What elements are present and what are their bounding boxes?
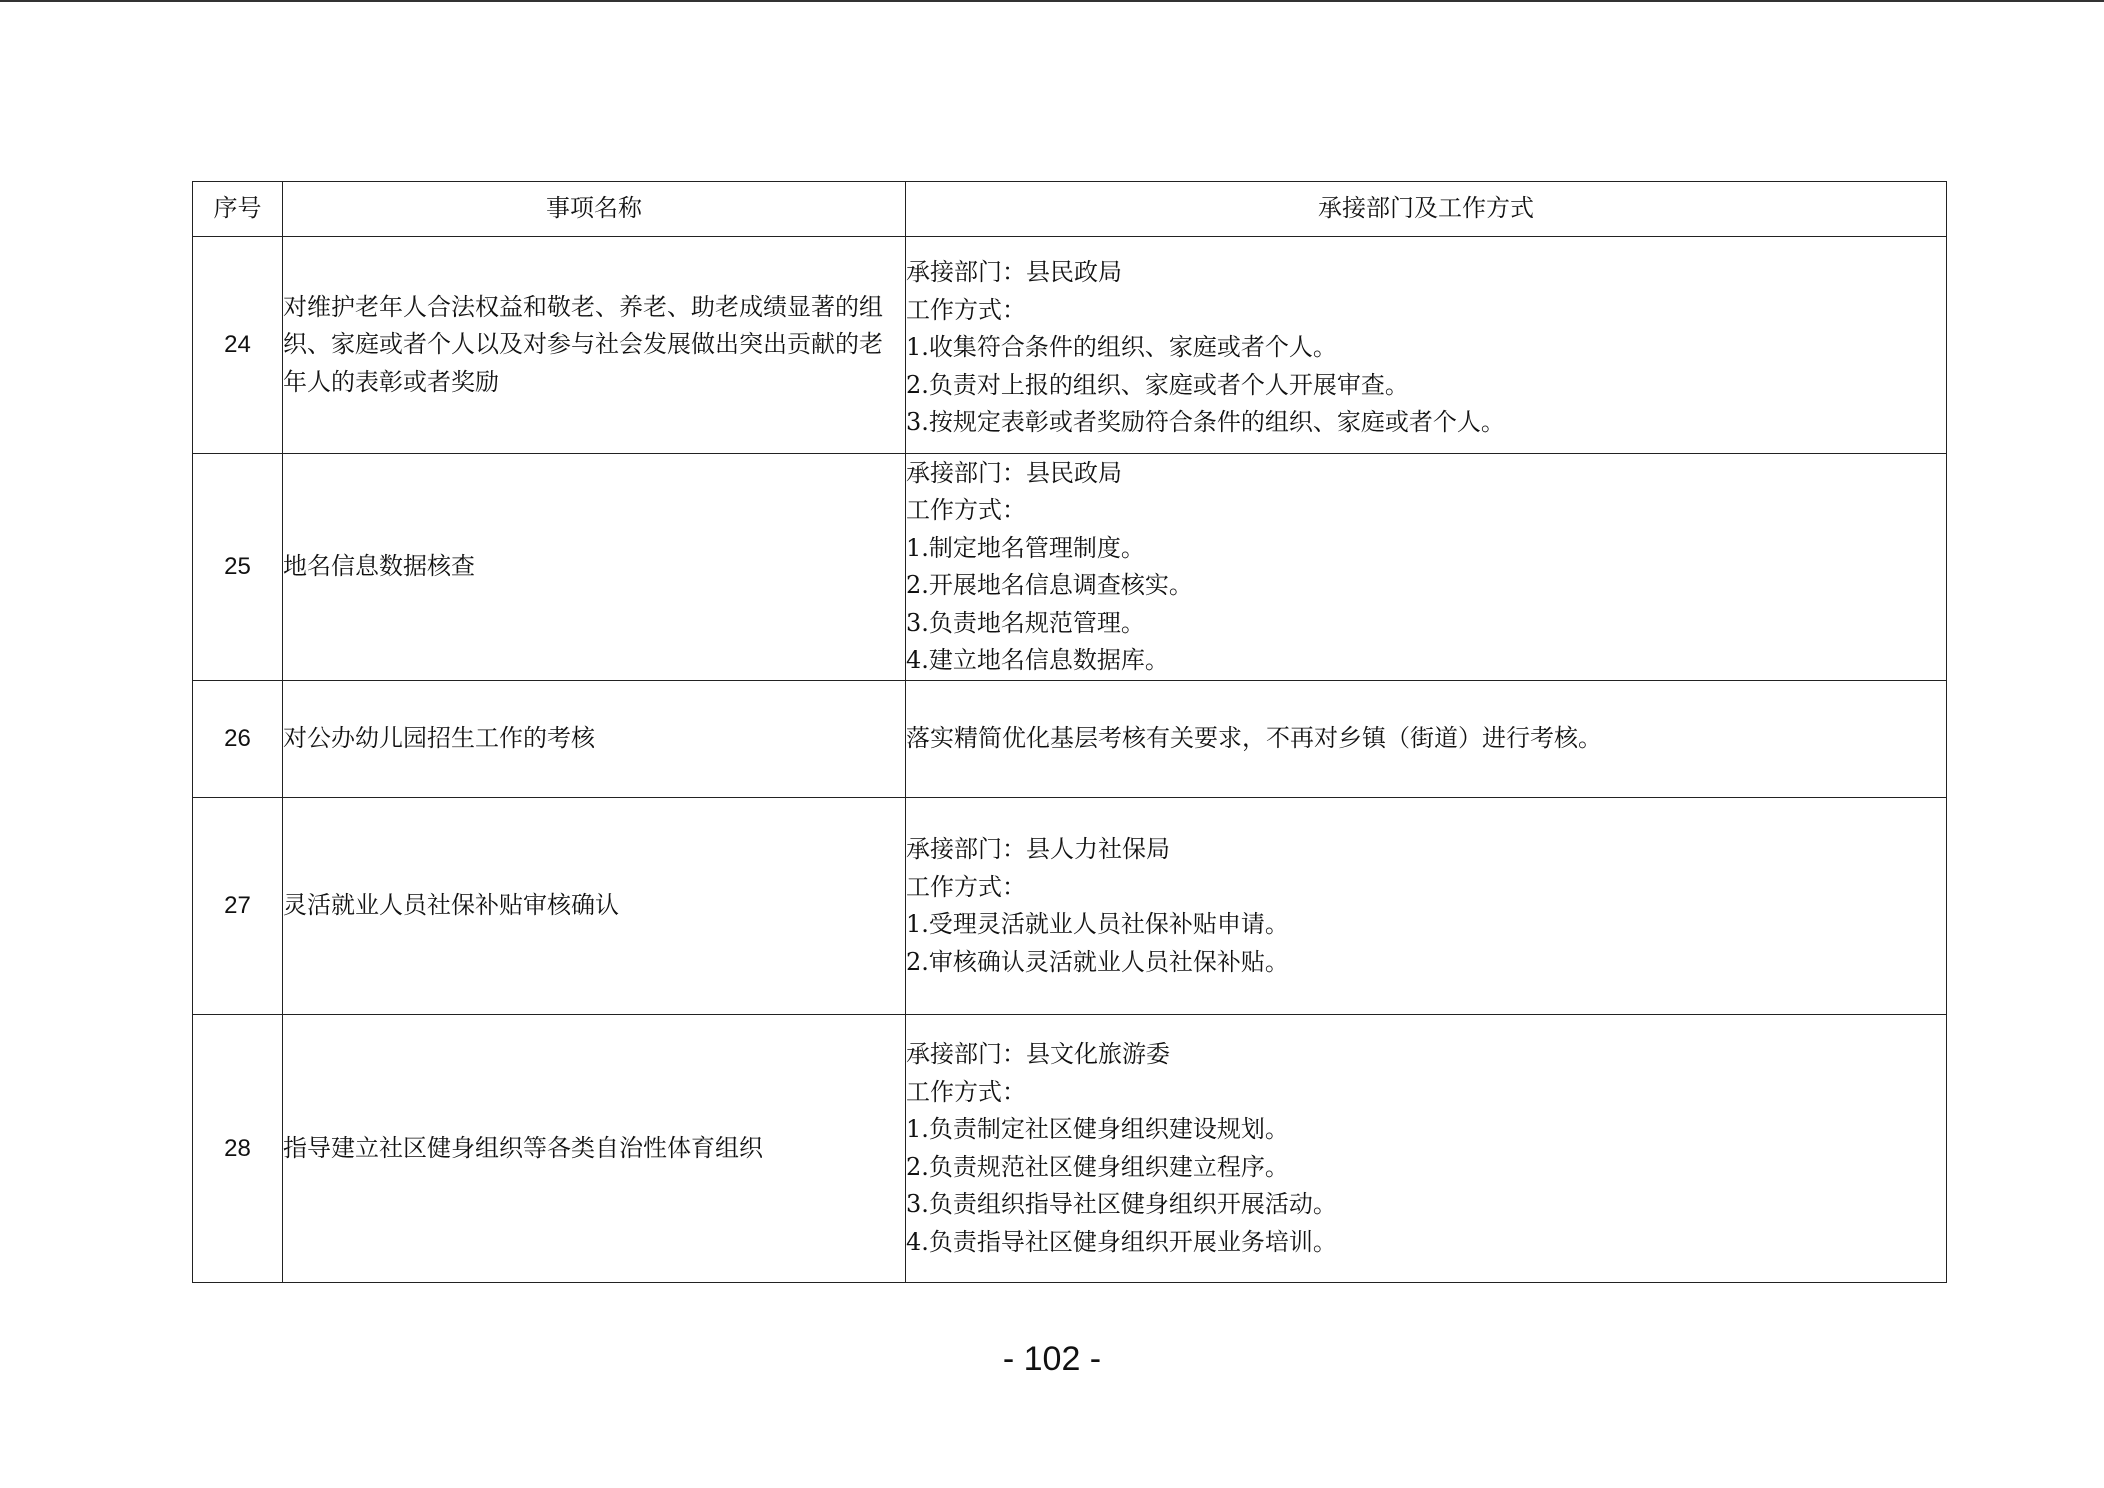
method-line: 4.建立地名信息数据库。 [906, 646, 1169, 674]
method-line: 工作方式： [906, 1077, 1026, 1106]
method-line: 1.受理灵活就业人员社保补贴申请。 [906, 910, 1289, 938]
method-line: 承接部门：县文化旅游委 [906, 1040, 1170, 1068]
row-method [906, 237, 1947, 454]
method-line: 2.负责对上报的组织、家庭或者个人开展审查。 [906, 370, 1409, 399]
method-line: 工作方式： [906, 496, 1026, 524]
table-row [193, 798, 1947, 1015]
method-line: 2.负责规范社区健身组织建立程序。 [906, 1152, 1289, 1181]
table-row [193, 681, 1947, 798]
header-name: 事项名称 [283, 182, 906, 237]
table-row [193, 237, 1947, 454]
method-line: 2.开展地名信息调查核实。 [906, 571, 1193, 599]
row-method [906, 798, 1947, 1015]
method-line: 工作方式： [906, 872, 1026, 901]
page-top-border [0, 0, 2104, 2]
row-method [906, 1015, 1947, 1283]
method-line: 2.审核确认灵活就业人员社保补贴。 [906, 947, 1289, 976]
row-name: 对公办幼儿园招生工作的考核 [283, 681, 906, 798]
method-line: 承接部门：县人力社保局 [906, 835, 1170, 863]
row-name: 指导建立社区健身组织等各类自治性体育组织 [283, 1015, 906, 1283]
row-name: 对维护老年人合法权益和敬老、养老、助老成绩显著的组织、家庭或者个人以及对参与社会发展做出突出贡献的老年人的表彰或者奖励 [283, 237, 906, 454]
method-line: 3.负责组织指导社区健身组织开展活动。 [906, 1190, 1337, 1218]
header-method: 承接部门及工作方式 [906, 182, 1947, 237]
row-seq: 26 [193, 681, 283, 798]
row-seq: 24 [193, 237, 283, 454]
method-line: 1.负责制定社区健身组织建设规划。 [906, 1115, 1289, 1143]
table-row [193, 1015, 1947, 1283]
method-line: 承接部门：县民政局 [906, 458, 1122, 487]
row-seq: 28 [193, 1015, 283, 1283]
items-table [192, 181, 1947, 1283]
page-number: - 102 - [1002, 1340, 1102, 1378]
method-line: 承接部门：县民政局 [906, 258, 1122, 287]
row-seq: 25 [193, 454, 283, 681]
method-line: 落实精简优化基层考核有关要求，不再对乡镇（街道）进行考核。 [906, 724, 1602, 753]
row-method [906, 681, 1947, 798]
method-line: 1.制定地名管理制度。 [906, 533, 1145, 562]
method-line: 1.收集符合条件的组织、家庭或者个人。 [906, 333, 1337, 362]
method-line: 4.负责指导社区健身组织开展业务培训。 [906, 1227, 1337, 1256]
row-name: 地名信息数据核查 [283, 454, 906, 681]
row-seq: 27 [193, 798, 283, 1015]
row-method [906, 454, 1947, 681]
method-line: 3.按规定表彰或者奖励符合条件的组织、家庭或者个人。 [906, 408, 1505, 437]
method-line: 3.负责地名规范管理。 [906, 608, 1145, 637]
table-row [193, 454, 1947, 681]
table-header-row [193, 182, 1947, 237]
row-name: 灵活就业人员社保补贴审核确认 [283, 798, 906, 1015]
header-seq: 序号 [193, 182, 283, 237]
method-line: 工作方式： [906, 295, 1026, 324]
